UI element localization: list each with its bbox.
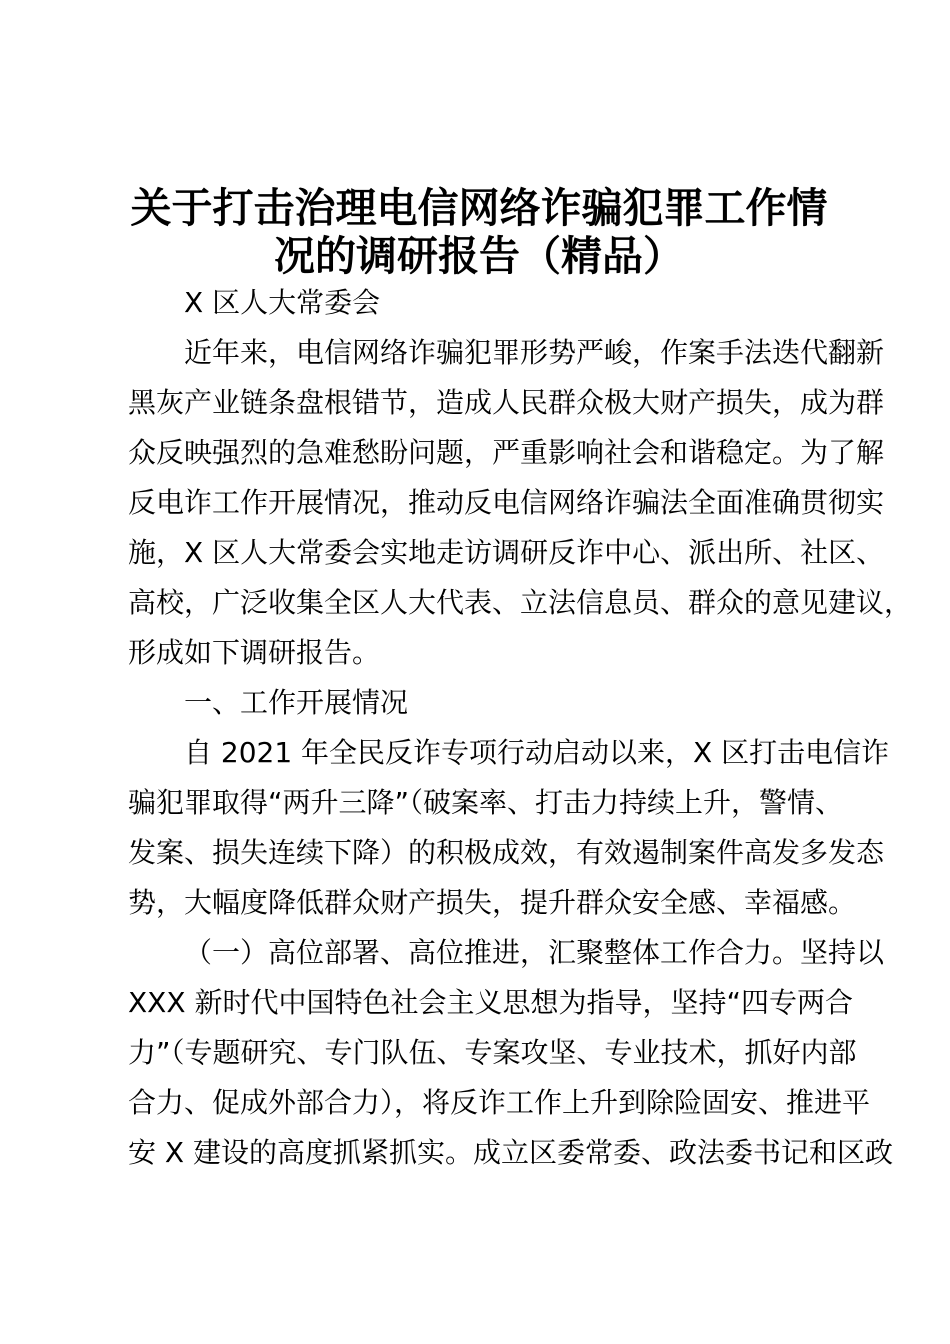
text-line: 势，大幅度降低群众财产损失，提升群众安全感、幸福感。 xyxy=(128,886,857,919)
text-line: 形成如下调研报告。 xyxy=(128,636,381,669)
title-line-2: 况的调研报告（精品） xyxy=(274,232,684,280)
paragraphs xyxy=(128,328,913,1178)
text-line: 发案、损失连续下降）的积极成效，有效遏制案件高发多发态 xyxy=(128,836,885,869)
text-line: 合力、促成外部合力），将反诈工作上升到除险固安、推进平 xyxy=(128,1086,871,1119)
text-line: XXX 新时代中国特色社会主义思想为指导，坚持“四专两合 xyxy=(128,986,853,1019)
text-line: 黑灰产业链条盘根错节，造成人民群众极大财产损失，成为群 xyxy=(128,386,885,419)
text-line: 众反映强烈的急难愁盼问题，严重影响社会和谐稳定。为了解 xyxy=(128,436,885,469)
text-line: （一）高位部署、高位推进，汇聚整体工作合力。坚持以 xyxy=(184,936,885,969)
title-line-1: 关于打击治理电信网络诈骗犯罪工作情 xyxy=(130,184,828,232)
text-line: 骗犯罪取得“两升三降”（破案率、打击力持续上升，警情、 xyxy=(128,786,844,819)
document-body xyxy=(128,278,913,1178)
text-line: 反电诈工作开展情况，推动反电信网络诈骗法全面准确贯彻实 xyxy=(128,486,885,519)
document-title xyxy=(100,184,858,280)
paragraph xyxy=(128,928,893,1178)
text-line: 自 2021 年全民反诈专项行动启动以来，X 区打击电信诈 xyxy=(184,736,890,769)
text-line: 近年来，电信网络诈骗犯罪形势严峻，作案手法迭代翻新 xyxy=(184,336,885,369)
paragraph xyxy=(128,728,890,928)
author-line: X 区人大常委会 xyxy=(184,286,381,319)
text-line: 力”（专题研究、专门队伍、专案攻坚、专业技术，抓好内部 xyxy=(128,1036,857,1069)
text-line: 一、工作开展情况 xyxy=(184,686,409,719)
text-line: 安 X 建设的高度抓紧抓实。成立区委常委、政法委书记和区政 xyxy=(128,1136,893,1169)
text-line: 施，X 区人大常委会实地走访调研反诈中心、派出所、社区、 xyxy=(128,536,885,569)
paragraph xyxy=(128,328,913,678)
text-line: 高校，广泛收集全区人大代表、立法信息员、群众的意见建议， xyxy=(128,586,913,619)
section-heading xyxy=(128,678,832,728)
